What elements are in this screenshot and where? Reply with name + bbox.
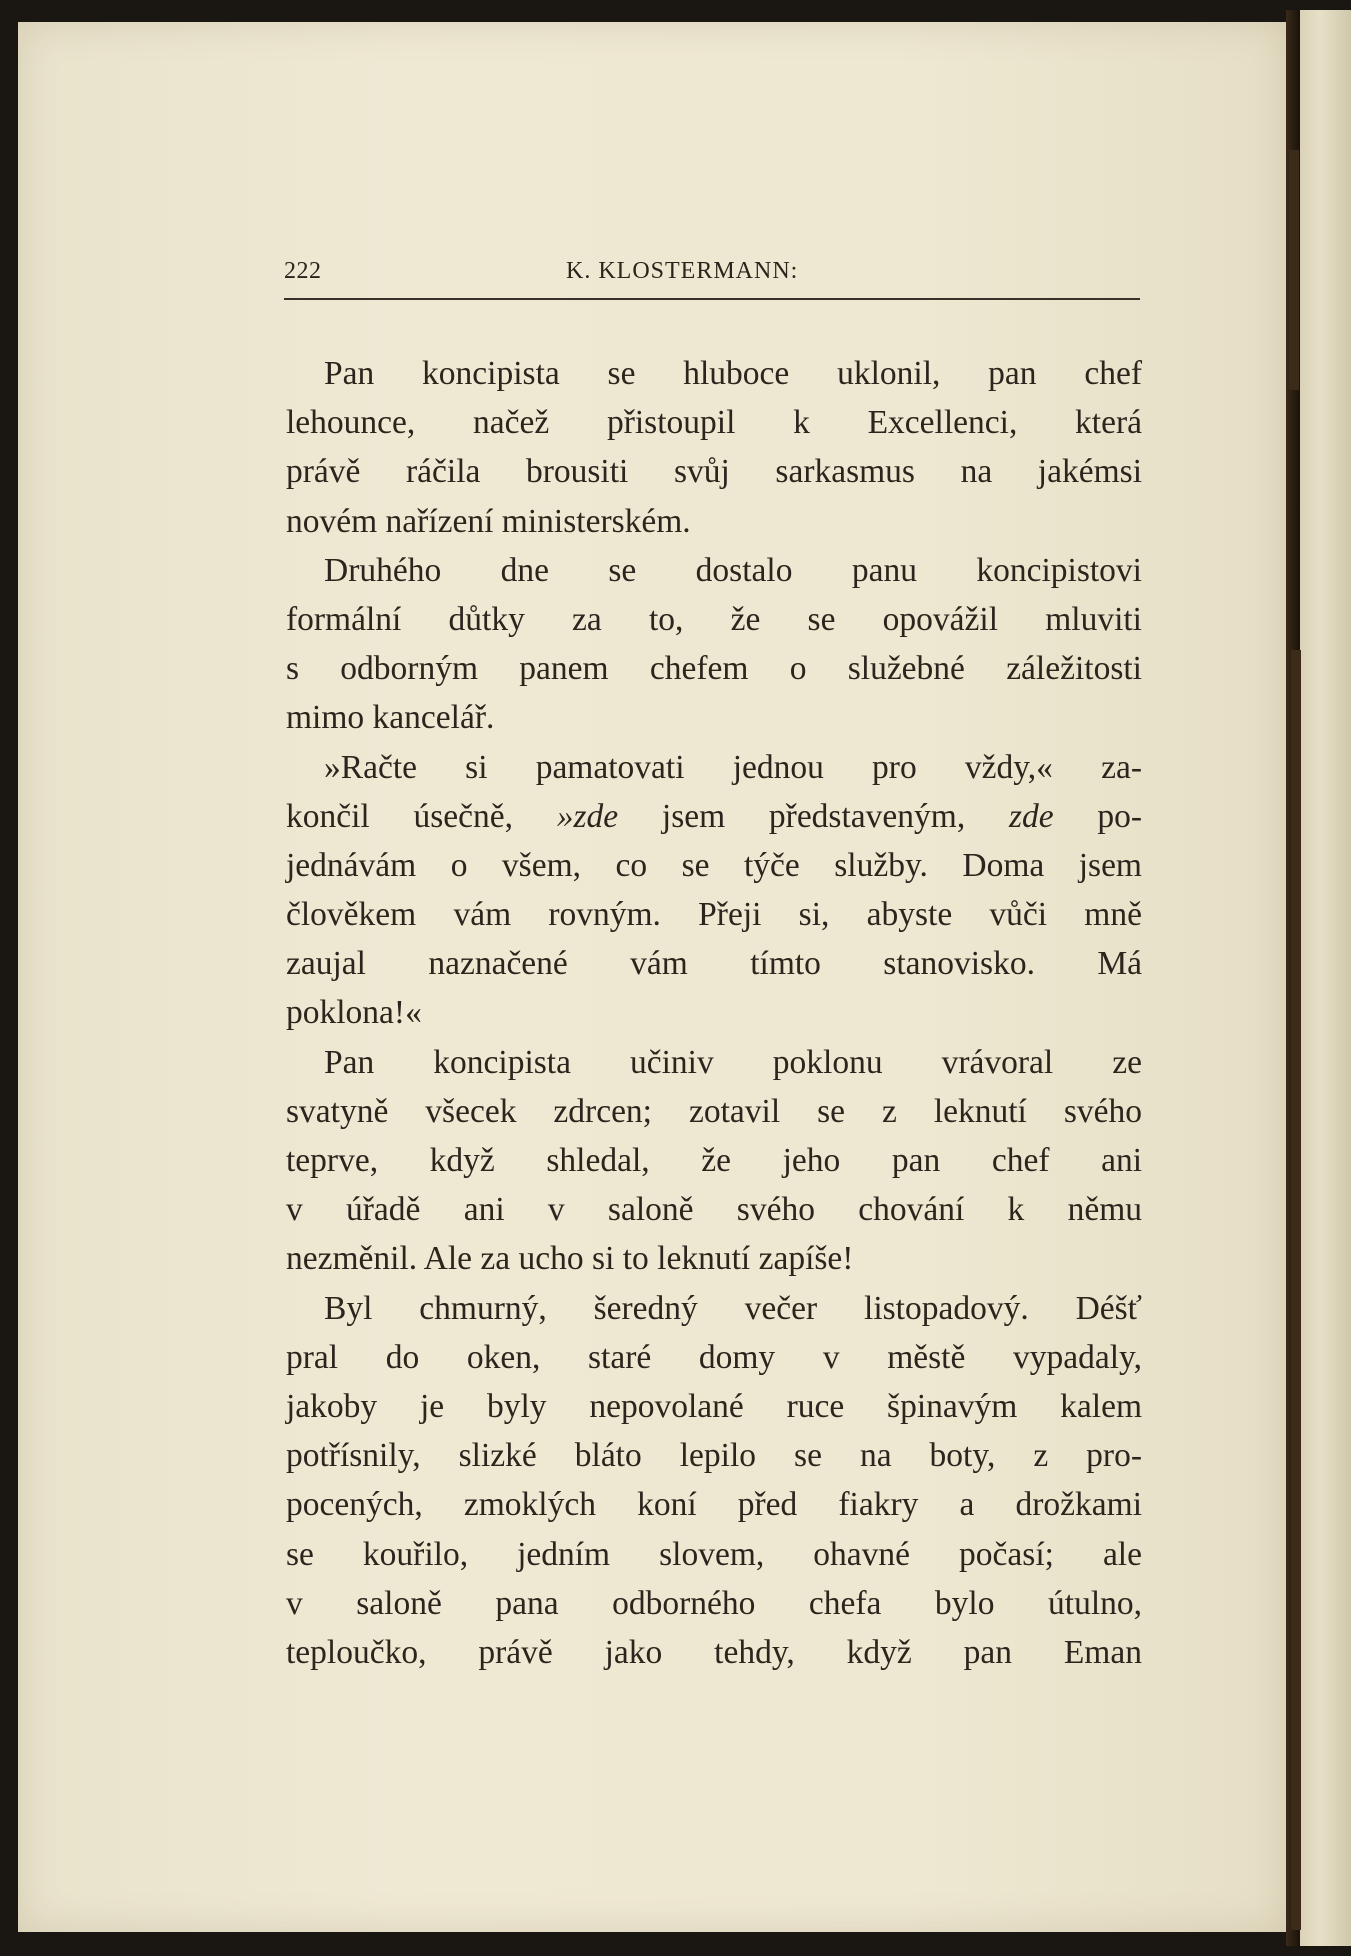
spine-shadow-mark (1291, 650, 1301, 1930)
text-line: v saloně pana odborného chefa bylo útulno, (286, 1584, 1142, 1622)
text-run: po- (1053, 797, 1143, 835)
text-line: teploučko, právě jako tehdy, když pan Eman (286, 1633, 1142, 1671)
text-line: »Račte si pamatovati jednou pro vždy,« za- (324, 748, 1142, 786)
text-line: zaujal naznačené vám tímto stanovisko. Má (286, 945, 1142, 983)
spine-shadow-mark (1289, 150, 1299, 390)
page-header (284, 258, 1140, 294)
text-line: právě ráčila brousiti svůj sarkasmus na jakémsi (286, 453, 1142, 491)
text-line: formální důtky za to, že se opovážil mluviti (286, 600, 1142, 638)
text-line: Byl chmurný, šeredný večer listopadový. Déšť (324, 1289, 1142, 1327)
body-text (286, 349, 1142, 1677)
text-line: v úřadě ani v saloně svého chování k němu (286, 1191, 1142, 1229)
text-line: lehounce, načež přistoupil k Excellenci, která (286, 404, 1142, 442)
text-line: s odborným panem chefem o služebné záležitosti (286, 650, 1142, 688)
text-line: svatyně všecek zdrcen; zotavil se z leknutí svého (286, 1092, 1142, 1130)
header-rule (284, 298, 1140, 300)
text-line: jednávám o všem, co se týče služby. Doma jsem (286, 846, 1142, 884)
text-line: pocených, zmoklých koní před fiakry a drožkami (286, 1486, 1142, 1524)
text-line: se kouřilo, jedním slovem, ohavné počasí; ale (286, 1535, 1142, 1573)
italic-emphasis: »zde (556, 797, 619, 835)
text-run: jsem představeným, (618, 797, 1009, 835)
text-line: pral do oken, staré domy v městě vypadaly, (286, 1338, 1142, 1376)
italic-emphasis: zde (1008, 797, 1054, 835)
text-line: jakoby je byly nepovolané ruce špinavým kalem (286, 1387, 1142, 1425)
adjacent-page-edge (1300, 10, 1351, 1946)
text-line: novém nařízení ministerském. (286, 502, 691, 540)
text-line: Pan koncipista učiniv poklonu vrávoral ze (324, 1043, 1142, 1081)
text-line: poklona!« (286, 994, 422, 1032)
text-line: člověkem vám rovným. Přeji si, abyste vůči mně (286, 896, 1142, 934)
text-run: končil úsečně, (286, 797, 557, 835)
running-head: K. KLOSTERMANN: (566, 258, 799, 284)
text-line: nezměnil. Ale za ucho si to leknutí zapíše! (286, 1240, 854, 1278)
text-line: teprve, když shledal, že jeho pan chef ani (286, 1142, 1142, 1179)
page-number: 222 (284, 258, 322, 284)
text-line: potřísnily, slizké bláto lepilo se na boty, z pro- (286, 1437, 1142, 1475)
text-line-mixed (286, 792, 1142, 841)
text-line: Druhého dne se dostalo panu koncipistovi (324, 551, 1142, 589)
text-line: mimo kancelář. (286, 699, 495, 737)
text-line: Pan koncipista se hluboce uklonil, pan chef (324, 355, 1142, 392)
